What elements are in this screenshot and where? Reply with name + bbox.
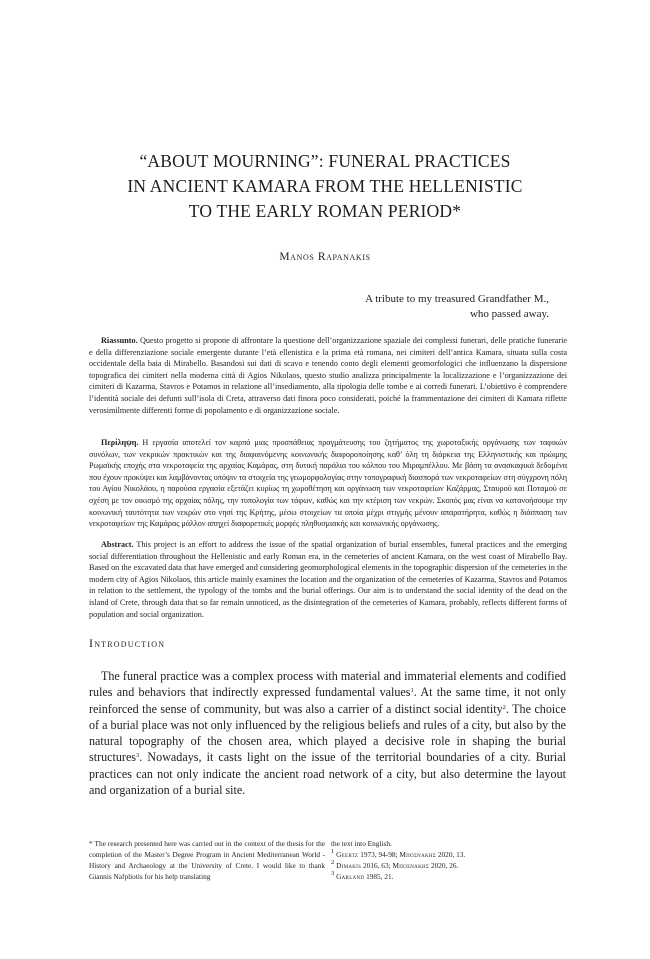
dedication-line: A tribute to my treasured Grandfather M.,	[365, 293, 549, 305]
footnote-ref: 2	[502, 703, 506, 711]
body-text: . At the same time, it not only reinforced the sense of community, but was also a carrier of a distinct social identity	[89, 685, 566, 716]
article-title	[0, 149, 650, 224]
abstract-italian	[89, 335, 567, 416]
footnotes-right	[331, 838, 567, 882]
introduction-paragraph	[89, 668, 566, 798]
abstract-greek	[89, 437, 567, 530]
cited-author: Μποσνακης	[399, 850, 437, 859]
title-line: “ABOUT MOURNING”: FUNERAL PRACTICES	[139, 151, 511, 171]
abstract-label: Riassunto.	[101, 336, 138, 345]
footnote-continuation: the text into English.	[331, 839, 392, 848]
body-text: The funeral practice was a complex process with material and immaterial elements and codified rules and behaviors that indirectly expressed fundamental values	[89, 669, 566, 700]
abstract-label: Περίληψη.	[101, 438, 139, 447]
abstract-text: This project is an effort to address the issue of the spatial organization of burial ensembles, funeral practices and the emerging social differentiation throughout the Hellenistic and early Roman era, in the cemeteries of ancient Kamara, on the west coast of Mirabello Bay. Based on the excavated data that have emerged and considering geomorphological elements in the topographic dispersion of the cemeteries in the modern city of Agios Nikolaos, this article mainly examines the location and the organization of the cemeteries of Kazarma, Stavros and Potamos in relation to the settlement, the typology of the tombs and the burial offerings. Our aim is to understand the social identity of the dead on the island of Crete, through data that so far remain unnoticed, as the disintegration of the cemeteries of Kamara, probably, reflects different forms of population and social organization.	[89, 540, 567, 619]
section-heading: Introduction	[89, 636, 166, 650]
citation: 2020, 13.	[436, 850, 466, 859]
abstract-english	[89, 539, 567, 620]
abstract-label: Abstract.	[101, 540, 134, 549]
citation: 2016, 63;	[361, 861, 393, 870]
citation: 2020, 26.	[429, 861, 459, 870]
author-name: Manos Rapanakis	[279, 251, 371, 263]
title-line: IN ANCIENT KAMARA FROM THE HELLENISTIC	[127, 176, 523, 196]
abstract-text: Questo progetto si propone di affrontare la questione dell’organizzazione spaziale dei complessi funerari, delle pratiche funerarie e della differenziazione sociale emergente durante l’età ellenistica e la prima età romana, nei cimiteri dell’antica Kamara, situata sulla costa occidentale della baia di Mirabello. Basandosi sui dati di scavo e tenendo conto degli elementi geomorfologici che influenzano la dispersione topografica dei cimiteri nella moderna città di Agios Nikolaos, questo studio analizza principalmente la localizzazione e l’organizzazione dei cimiteri di Kazarma, Stavros e Potamos in relazione all’insediamento, alla tipologia delle tombe e ai corredi funerari. L’obiettivo è comprendere l’identità sociale dei defunti sull’isola di Creta, attraverso dati finora poco considerati, poiché la frammentazione dei cimiteri di Kamara riflette verosimilmente differenti forme di popolamento e di organizzazione sociale.	[89, 336, 567, 415]
cited-author: Dimakis	[336, 861, 362, 870]
body-text: . The choice of a burial place was not only influenced by the religious beliefs and rules of a city, but also by the natural topography of the chosen area, which played a decisive role in shaping the burial structures	[89, 701, 566, 765]
footnote-ref: 3	[136, 752, 140, 760]
dedication-line: who passed away.	[469, 308, 549, 320]
footnote	[331, 871, 567, 882]
abstract-text: Η εργασία αποτελεί τον καρπό μιας προσπάθειας πραγμάτευσης του ζητήματος της χωροταξικής οργάνωσης των ταφικών συνόλων, των νεκρικών πρακτικών και της διαφαινόμενης κοινωνικής διαφοροποίησης καθ’ όλη τη διάρκεια της Ελληνιστικής και πρώιμης Ρωμαϊκής εποχής στα νεκροταφεία της αρχαίας Καμάρας, στη δυτική παράλια του κόλπου του Μιραμπέλλου. Με βάση τα ανασκαφικά δεδομένα που έχουν προκύψει και λαμβάνοντας υπόψιν τα στοιχεία της γεωμορφολογίας στην τοπογραφική διασπορά των νεκροταφείων στη σύγχρονη πόλη του Αγίου Νικολάου, η παρούσα εργασία εξετάζει κυρίως τη χωροθέτηση και οργάνωση των νεκροταφείων Καζάρμας, Σταυρού και Ποταμού σε σχέση με τον οικισμό της αρχαίας πόλης, την τυπολογία των τάφων, καθώς και την κτέριση των νεκρών. Σκοπός μας είναι να κατανοήσουμε την κοινωνική ταυτότητα των νεκρών στο νησί της Κρήτης, μέσω στοιχείων τα οποία μέχρι στιγμής μένουν απαρατήρητα, καθώς η διάσπαση των νεκροταφείων της Καμάρας μάλλον απηχεί διαφορετικές μορφές πληθυσμιακής και κοινωνικής οργάνωσης.	[89, 438, 568, 529]
title-line: TO THE EARLY ROMAN PERIOD*	[188, 201, 462, 221]
cited-author: Garland	[336, 872, 365, 881]
footnote-number: 1	[331, 848, 335, 855]
dedication	[365, 292, 549, 322]
citation: 1973, 94-98;	[358, 850, 400, 859]
footnote	[331, 849, 567, 860]
body-text: . Nowadays, it casts light on the issue of the territorial boundaries of a city. Burial practices can not only indicate the ancient road network of a city, but also determine the layout and organization of a burial site.	[89, 750, 566, 798]
footnote-number: 2	[331, 859, 335, 866]
citation: 1985, 21.	[364, 872, 394, 881]
footnote-number: 3	[331, 870, 335, 877]
cited-author: Μποσνακης	[392, 861, 430, 870]
cited-author: Geertz	[336, 850, 359, 859]
footnote	[331, 860, 567, 871]
footnote-star: * The research presented here was carried out in the context of the thesis for the completion of the Master’s Degree Program in Ancient Mediterranean World - History and Archaeology at the University of Crete. I would like to thank Giannis Nafpliotis for his help translating	[89, 839, 325, 881]
footnote-ref: 1	[410, 687, 414, 695]
